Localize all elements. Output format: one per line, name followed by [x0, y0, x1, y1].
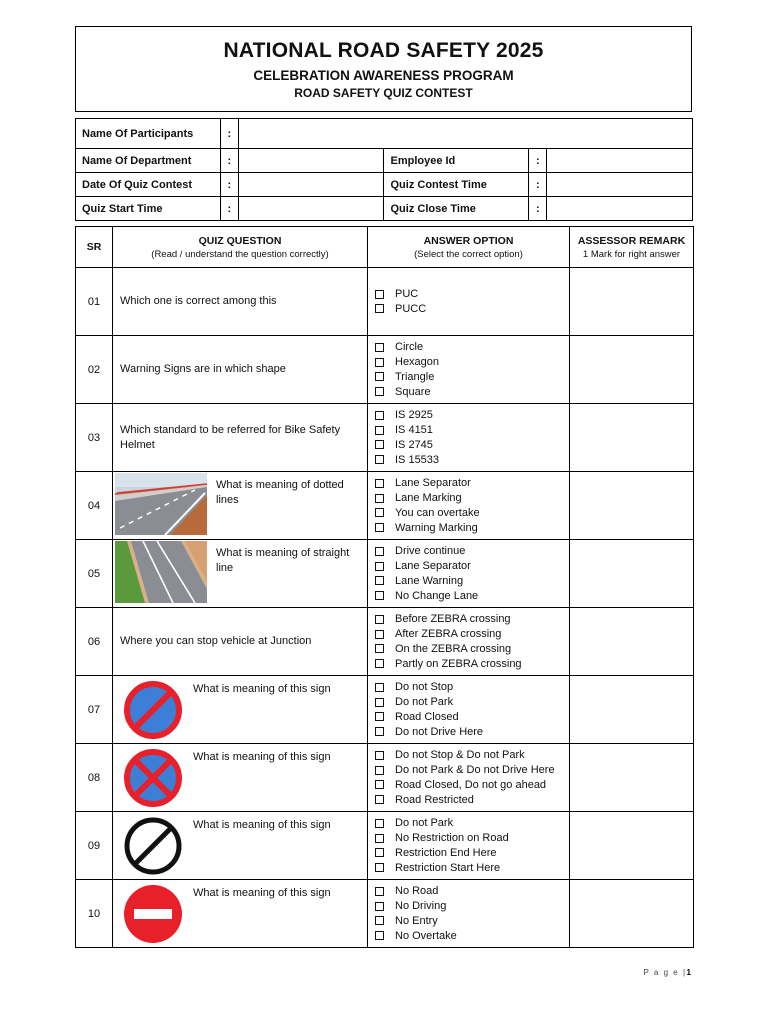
contest-time-label: Quiz Contest Time — [384, 173, 529, 197]
answer-option[interactable] — [375, 355, 569, 370]
answer-option-label: PUC — [395, 288, 419, 301]
answer-option[interactable] — [375, 627, 569, 642]
answer-option[interactable] — [375, 506, 569, 521]
answer-option-label: Road Closed — [395, 710, 459, 723]
checkbox-icon[interactable] — [375, 440, 384, 449]
answer-options — [368, 404, 570, 472]
close-time-field[interactable] — [547, 197, 693, 221]
assessor-remark-cell[interactable] — [570, 812, 694, 880]
no-entry-sign-icon — [123, 884, 183, 944]
employee-id-field[interactable] — [547, 149, 693, 173]
colon: : — [529, 197, 547, 221]
checkbox-icon[interactable] — [375, 615, 384, 624]
answer-option[interactable] — [375, 816, 569, 831]
answer-option-label: Warning Marking — [395, 521, 478, 534]
checkbox-icon[interactable] — [375, 372, 384, 381]
question-text: What is meaning of this sign — [193, 751, 331, 763]
assessor-remark-cell[interactable] — [570, 608, 694, 676]
question-number: 01 — [76, 268, 113, 336]
answer-option[interactable] — [375, 928, 569, 943]
answer-option[interactable] — [375, 724, 569, 739]
question-number: 09 — [76, 812, 113, 880]
answer-option-label: Before ZEBRA crossing — [395, 613, 511, 626]
start-time-field[interactable] — [238, 197, 384, 221]
checkbox-icon[interactable] — [375, 523, 384, 532]
question-text: Warning Signs are in which shape — [120, 363, 286, 375]
checkbox-icon[interactable] — [375, 630, 384, 639]
answer-option[interactable] — [375, 588, 569, 603]
answer-option-label: No Restriction on Road — [395, 832, 509, 845]
employee-id-label: Employee Id — [384, 149, 529, 173]
question-number: 06 — [76, 608, 113, 676]
question-note: (Read / understand the question correctly) — [151, 248, 329, 260]
answer-options — [368, 336, 570, 404]
question-row — [76, 472, 694, 540]
answer-option[interactable] — [375, 384, 569, 399]
answer-option-label: You can overtake — [395, 506, 480, 519]
checkbox-icon[interactable] — [375, 834, 384, 843]
answer-option-label: Triangle — [395, 370, 435, 383]
answer-option-label: Do not Stop — [395, 681, 454, 694]
answer-option[interactable] — [375, 763, 569, 778]
date-field[interactable] — [238, 173, 384, 197]
question-text: Which one is correct among this — [120, 295, 277, 307]
question-cell — [113, 744, 368, 812]
answer-option[interactable] — [375, 612, 569, 627]
question-text: What is meaning of dotted lines — [216, 479, 344, 506]
checkbox-icon[interactable] — [375, 576, 384, 585]
question-number: 08 — [76, 744, 113, 812]
answer-option[interactable] — [375, 656, 569, 671]
assessor-remark-cell[interactable] — [570, 676, 694, 744]
question-cell — [113, 540, 368, 608]
answer-option[interactable] — [375, 710, 569, 725]
question-row — [76, 268, 694, 336]
question-cell — [113, 404, 368, 472]
answer-option-label: Road Restricted — [395, 793, 474, 806]
answer-option-label: PUCC — [395, 302, 427, 315]
answer-option-label: Lane Separator — [395, 477, 471, 490]
answer-option[interactable] — [375, 340, 569, 355]
answer-option[interactable] — [375, 860, 569, 875]
checkbox-icon[interactable] — [375, 547, 384, 556]
answer-option[interactable] — [375, 302, 569, 317]
question-cell — [113, 676, 368, 744]
answer-option[interactable] — [375, 642, 569, 657]
answer-option[interactable] — [375, 831, 569, 846]
checkbox-icon[interactable] — [375, 863, 384, 872]
question-cell — [113, 812, 368, 880]
start-time-label: Quiz Start Time — [76, 197, 221, 221]
answer-options — [368, 608, 570, 676]
checkbox-icon[interactable] — [375, 751, 384, 760]
checkbox-icon[interactable] — [375, 358, 384, 367]
assessor-remark-cell[interactable] — [570, 540, 694, 608]
answer-option-label: No Change Lane — [395, 589, 479, 602]
question-text: What is meaning of straight line — [216, 547, 350, 574]
checkbox-icon[interactable] — [375, 766, 384, 775]
end-of-restriction-sign-icon — [123, 816, 183, 876]
question-number: 10 — [76, 880, 113, 948]
answer-option-label: Do not Park & Do not Drive Here — [395, 764, 555, 777]
question-cell — [113, 472, 368, 540]
answer-option-label: On the ZEBRA crossing — [395, 642, 512, 655]
assessor-remark-cell[interactable] — [570, 472, 694, 540]
page-subtitle: CELEBRATION AWARENESS PROGRAM — [253, 68, 514, 83]
answer-option[interactable] — [375, 778, 569, 793]
answer-option-label: IS 4151 — [395, 424, 433, 437]
checkbox-icon[interactable] — [375, 931, 384, 940]
colon: : — [220, 197, 238, 221]
sr-header: SR — [76, 227, 113, 268]
checkbox-icon[interactable] — [375, 683, 384, 692]
quiz-body — [76, 268, 694, 948]
checkbox-icon[interactable] — [375, 795, 384, 804]
department-field[interactable] — [238, 149, 384, 173]
answer-options — [368, 472, 570, 540]
answer-option-label: Restriction End Here — [395, 846, 497, 859]
checkbox-icon[interactable] — [375, 479, 384, 488]
answer-option[interactable] — [375, 544, 569, 559]
question-text: Which standard to be referred for Bike Safety Helmet — [120, 423, 341, 451]
answer-option-label: Do not Park — [395, 817, 454, 830]
question-row — [76, 744, 694, 812]
answer-option-label: Do not Stop & Do not Park — [395, 749, 525, 762]
checkbox-icon[interactable] — [375, 455, 384, 464]
answer-option-label: No Driving — [395, 900, 447, 913]
colon: : — [529, 173, 547, 197]
answer-option-label: Hexagon — [395, 356, 440, 369]
checkbox-icon[interactable] — [375, 916, 384, 925]
question-row — [76, 336, 694, 404]
answer-option[interactable] — [375, 574, 569, 589]
checkbox-icon[interactable] — [375, 411, 384, 420]
assessor-remark-cell[interactable] — [570, 268, 694, 336]
close-time-label: Quiz Close Time — [384, 197, 529, 221]
answer-option[interactable] — [375, 846, 569, 861]
assessor-remark-cell[interactable] — [570, 744, 694, 812]
question-cell — [113, 268, 368, 336]
answer-note: (Select the correct option) — [414, 248, 523, 260]
answer-option[interactable] — [375, 452, 569, 467]
question-cell — [113, 608, 368, 676]
answer-option[interactable] — [375, 438, 569, 453]
checkbox-icon[interactable] — [375, 494, 384, 503]
answer-options — [368, 812, 570, 880]
answer-header: ANSWER OPTION (Select the correct option) — [368, 227, 570, 268]
answer-option[interactable] — [375, 408, 569, 423]
checkbox-icon[interactable] — [375, 848, 384, 857]
date-label: Date Of Quiz Contest — [76, 173, 221, 197]
quiz-table — [75, 226, 694, 948]
question-header: QUIZ QUESTION (Read / understand the question correctly) — [113, 227, 368, 268]
answer-option[interactable] — [375, 287, 569, 302]
answer-option[interactable] — [375, 884, 569, 899]
question-cell — [113, 880, 368, 948]
checkbox-icon[interactable] — [375, 727, 384, 736]
no-stopping-sign-icon — [123, 748, 183, 808]
checkbox-icon[interactable] — [375, 387, 384, 396]
page-separator: | — [682, 968, 687, 977]
question-number: 04 — [76, 472, 113, 540]
colon: : — [220, 149, 238, 173]
answer-option-label: Lane Warning — [395, 574, 464, 587]
assessor-remark-cell[interactable] — [570, 336, 694, 404]
participants-field[interactable] — [238, 119, 692, 149]
question-row — [76, 812, 694, 880]
answer-option[interactable] — [375, 899, 569, 914]
answer-option-label: Do not Park — [395, 696, 454, 709]
no-parking-sign-icon — [123, 680, 183, 740]
answer-option[interactable] — [375, 695, 569, 710]
question-number: 07 — [76, 676, 113, 744]
checkbox-icon[interactable] — [375, 562, 384, 571]
straight-line-road-image — [115, 541, 207, 603]
answer-option[interactable] — [375, 792, 569, 807]
answer-option[interactable] — [375, 491, 569, 506]
checkbox-icon[interactable] — [375, 712, 384, 721]
checkbox-icon[interactable] — [375, 290, 384, 299]
answer-option[interactable] — [375, 914, 569, 929]
answer-option-label: Restriction Start Here — [395, 861, 501, 874]
checkbox-icon[interactable] — [375, 304, 384, 313]
question-number: 02 — [76, 336, 113, 404]
checkbox-icon[interactable] — [375, 887, 384, 896]
dotted-lines-road-image — [115, 473, 207, 535]
question-cell — [113, 336, 368, 404]
checkbox-icon[interactable] — [375, 659, 384, 668]
answer-options — [368, 880, 570, 948]
assessor-remark-cell[interactable] — [570, 404, 694, 472]
answer-option-label: No Entry — [395, 914, 438, 927]
participant-info-table — [75, 118, 693, 221]
answer-option-label: IS 2745 — [395, 438, 433, 451]
checkbox-icon[interactable] — [375, 426, 384, 435]
question-number: 03 — [76, 404, 113, 472]
question-number: 05 — [76, 540, 113, 608]
answer-option-label: Partly on ZEBRA crossing — [395, 657, 522, 670]
answer-options — [368, 744, 570, 812]
remark-note: 1 Mark for right answer — [582, 248, 681, 260]
title-box — [75, 26, 692, 112]
contest-time-field[interactable] — [547, 173, 693, 197]
checkbox-icon[interactable] — [375, 698, 384, 707]
colon: : — [220, 119, 238, 149]
page-word: P a g e — [643, 968, 680, 977]
contest-title: ROAD SAFETY QUIZ CONTEST — [294, 86, 473, 100]
answer-option-label: Square — [395, 385, 431, 398]
page-title: NATIONAL ROAD SAFETY 2025 — [223, 39, 544, 62]
checkbox-icon[interactable] — [375, 780, 384, 789]
answer-options — [368, 268, 570, 336]
answer-options — [368, 676, 570, 744]
answer-option-label: Lane Separator — [395, 560, 471, 573]
answer-option-label: IS 2925 — [395, 409, 433, 422]
checkbox-icon[interactable] — [375, 343, 384, 352]
answer-options — [368, 540, 570, 608]
answer-option-label: After ZEBRA crossing — [395, 628, 502, 641]
answer-option[interactable] — [375, 423, 569, 438]
page-number: 1 — [686, 968, 691, 977]
answer-option[interactable] — [375, 476, 569, 491]
checkbox-icon[interactable] — [375, 644, 384, 653]
question-text: Where you can stop vehicle at Junction — [120, 635, 312, 647]
checkbox-icon[interactable] — [375, 508, 384, 517]
department-label: Name Of Department — [76, 149, 221, 173]
answer-option[interactable] — [375, 748, 569, 763]
answer-option-label: Lane Marking — [395, 492, 462, 505]
question-row — [76, 880, 694, 948]
remark-header: ASSESSOR REMARK 1 Mark for right answer — [570, 227, 694, 268]
answer-option-label: Do not Drive Here — [395, 725, 484, 738]
answer-option-label: Road Closed, Do not go ahead — [395, 778, 547, 791]
answer-option-label: No Overtake — [395, 929, 457, 942]
question-row — [76, 676, 694, 744]
participants-label: Name Of Participants — [76, 119, 221, 149]
question-text: What is meaning of this sign — [193, 683, 331, 695]
answer-option[interactable] — [375, 520, 569, 535]
page-footer — [644, 968, 691, 977]
checkbox-icon[interactable] — [375, 902, 384, 911]
answer-option[interactable] — [375, 559, 569, 574]
question-text: What is meaning of this sign — [193, 887, 331, 899]
answer-option[interactable] — [375, 680, 569, 695]
answer-option[interactable] — [375, 370, 569, 385]
question-row — [76, 608, 694, 676]
answer-option-label: No Road — [395, 885, 439, 898]
answer-option-label: IS 15533 — [395, 453, 440, 466]
checkbox-icon[interactable] — [375, 591, 384, 600]
assessor-remark-cell[interactable] — [570, 880, 694, 948]
answer-option-label: Drive continue — [395, 545, 466, 558]
colon: : — [220, 173, 238, 197]
question-text: What is meaning of this sign — [193, 819, 331, 831]
question-row — [76, 404, 694, 472]
colon: : — [529, 149, 547, 173]
checkbox-icon[interactable] — [375, 819, 384, 828]
question-row — [76, 540, 694, 608]
answer-option-label: Circle — [395, 341, 424, 354]
